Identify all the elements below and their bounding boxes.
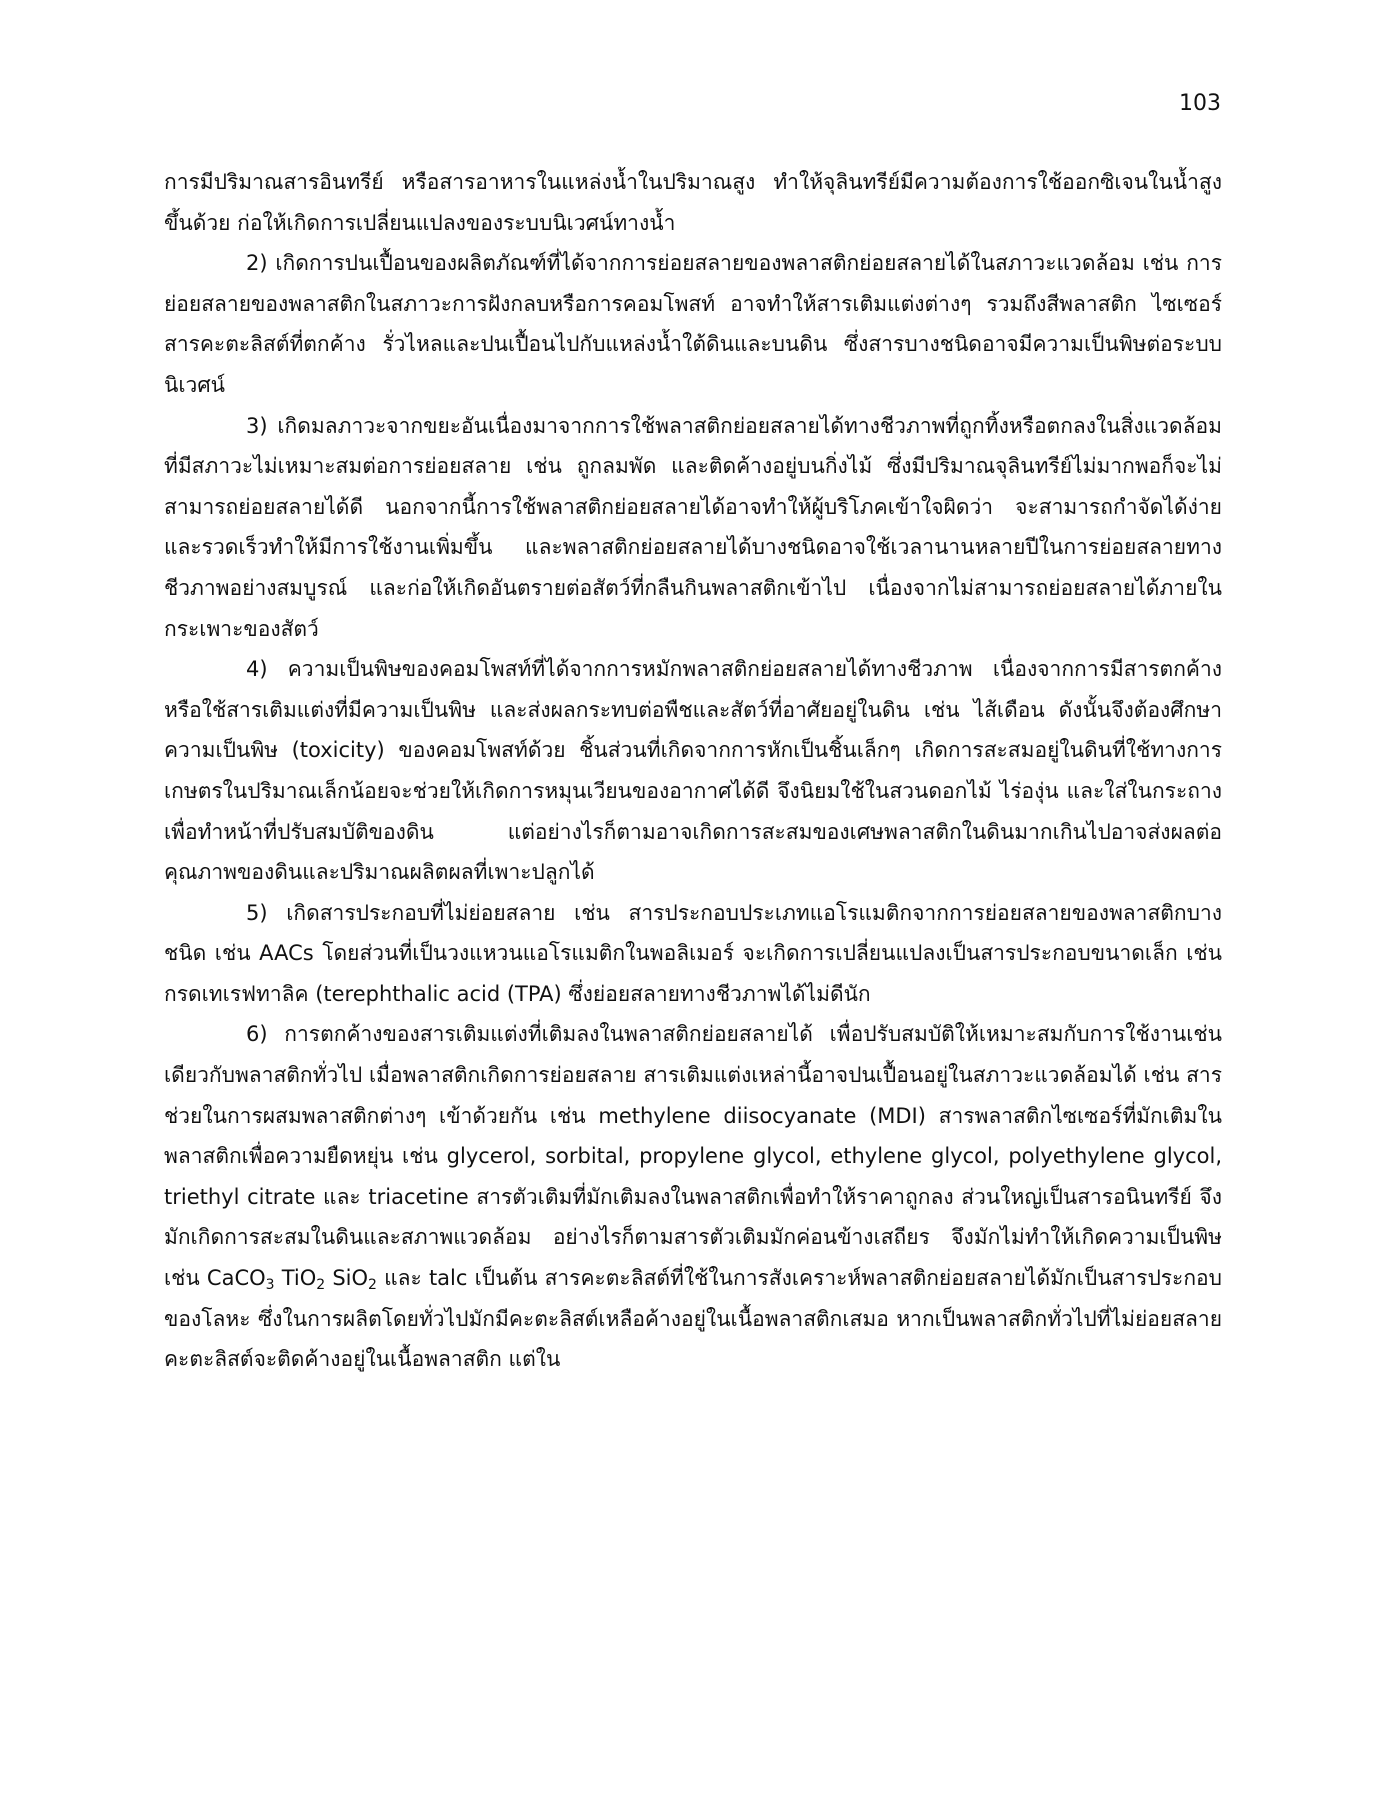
paragraph (164, 649, 1222, 893)
paragraph-text: 6) การตกค้างของสารเติมแต่งที่เติมลงในพลาสติกย่อยสลายได้ เพื่อปรับสมบัติให้เหมาะสมกับการใช้งานเช่นเดียวกับพลาสติกทั่วไป เมื่อพลาสติกเกิดการย่อยสลาย สารเติมแต่งเหล่านี้อาจปนเปื้อนอยู่ในสภาวะแวดล้อมได้ เช่น สารช่วยในการผสมพลาสติกต่างๆ เข้าด้วยกัน เช่น methylene diisocyanate (MDI) สารพลาสติกไซเซอร์ที่มักเติมในพลาสติกเพื่อความยืดหยุ่น เช่น glycerol, sorbital, propylene glycol, ethylene glycol, polyethylene glycol, triethyl citrate และ triacetine สารตัวเติมที่มักเติมลงในพลาสติกเพื่อทำให้ราคาถูกลง ส่วนใหญ่เป็นสารอนินทรีย์ จึงมักเกิดการสะสมในดินและสภาพแวดล้อม อย่างไรก็ตามสารตัวเติมมักค่อนข้างเสถียร จึงมักไม่ทำให้เกิดความเป็นพิษ เช่น CaCO (164, 1022, 1222, 1291)
paragraph (164, 406, 1222, 650)
paragraph-text: การมีปริมาณสารอินทรีย์ หรือสารอาหารในแหล่งน้ำในปริมาณสูง ทำให้จุลินทรีย์มีความต้องการใช้ออกซิเจนในน้ำสูงขึ้นด้วย ก่อให้เกิดการเปลี่ยนแปลงของระบบนิเวศน์ทางน้ำ (164, 170, 1222, 235)
subscript-text: 3 (265, 1277, 275, 1294)
paragraph-text: 2) เกิดการปนเปื้อนของผลิตภัณฑ์ที่ได้จากการย่อยสลายของพลาสติกย่อยสลายได้ในสภาวะแวดล้อม เช่น การย่อยสลายของพลาสติกในสภาวะการฝังกลบหรือการคอมโพสท์ อาจทำให้สารเติมแต่งต่างๆ รวมถึงสีพลาสติก ไซเซอร์ สารคะตะลิสต์ที่ตกค้าง รั่วไหลและปนเปื้อนไปกับแหล่งน้ำใต้ดินและบนดิน ซึ่งสารบางชนิดอาจมีความเป็นพิษต่อระบบนิเวศน์ (164, 251, 1222, 397)
paragraph-text: และ talc เป็นต้น สารคะตะลิสต์ที่ใช้ในการสังเคราะห์พลาสติกย่อยสลายได้มักเป็นสารประกอบของโลหะ ซึ่งในการผลิตโดยทั่วไปมักมีคะตะลิสต์เหลือค้างอยู่ในเนื้อพลาสติกเสมอ หากเป็นพลาสติกทั่วไปที่ไม่ย่อยสลาย คะตะลิสต์จะติดค้างอยู่ในเนื้อพลาสติก แต่ใน (164, 1266, 1222, 1372)
subscript-text: 2 (316, 1277, 326, 1294)
paragraph (164, 893, 1222, 1015)
paragraph-text: 5) เกิดสารประกอบที่ไม่ย่อยสลาย เช่น สารประกอบประเภทแอโรแมติกจากการย่อยสลายของพลาสติกบางชนิด เช่น AACs โดยส่วนที่เป็นวงแหวนแอโรแมติกในพอลิเมอร์ จะเกิดการเปลี่ยนแปลงเป็นสารประกอบขนาดเล็ก เช่น กรดเทเรฟทาลิค (terephthalic acid (TPA) ซึ่งย่อยสลายทางชีวภาพได้ไม่ดีนัก (164, 900, 1222, 1006)
paragraph-text: TiO (274, 1266, 317, 1291)
subscript-text: 2 (368, 1277, 377, 1294)
paragraph (164, 162, 1222, 243)
paragraph-text: 3) เกิดมลภาวะจากขยะอันเนื่องมาจากการใช้พลาสติกย่อยสลายได้ทางชีวภาพที่ถูกทิ้งหรือตกลงในสิ่งแวดล้อมที่มีสภาวะไม่เหมาะสมต่อการย่อยสลาย เช่น ถูกลมพัด และติดค้างอยู่บนกิ่งไม้ ซึ่งมีปริมาณจุลินทรีย์ไม่มากพอก็จะไม่สามารถย่อยสลายได้ดี นอกจากนี้การใช้พลาสติกย่อยสลายได้อาจทำให้ผู้บริโภคเข้าใจผิดว่า จะสามารถกำจัดได้ง่ายและรวดเร็วทำให้มีการใช้งานเพิ่มขึ้น และพลาสติกย่อยสลายได้บางชนิดอาจใช้เวลานานหลายปีในการย่อยสลายทางชีวภาพอย่างสมบูรณ์ และก่อให้เกิดอันตรายต่อสัตว์ที่กลืนกินพลาสติกเข้าไป เนื่องจากไม่สามารถย่อยสลายได้ภายในกระเพาะของสัตว์ (164, 413, 1222, 641)
paragraph-text: 4) ความเป็นพิษของคอมโพสท์ที่ได้จากการหมักพลาสติกย่อยสลายได้ทางชีวภาพ เนื่องจากการมีสารตกค้าง หรือใช้สารเติมแต่งที่มีความเป็นพิษ และส่งผลกระทบต่อพืชและสัตว์ที่อาศัยอยู่ในดิน เช่น ไส้เดือน ดังนั้นจึงต้องศึกษาความเป็นพิษ (toxicity) ของคอมโพสท์ด้วย ชิ้นส่วนที่เกิดจากการหักเป็นชิ้นเล็กๆ เกิดการสะสมอยู่ในดินที่ใช้ทางการเกษตรในปริมาณเล็กน้อยจะช่วยให้เกิดการหมุนเวียนของอากาศได้ดี จึงนิยมใช้ในสวนดอกไม้ ไร่องุ่น และใส่ในกระถางเพื่อทำหน้าที่ปรับสมบัติของดิน แต่อย่างไรก็ตามอาจเกิดการสะสมของเศษพลาสติกในดินมากเกินไปอาจส่งผลต่อคุณภาพของดินและปริมาณผลิตผลที่เพาะปลูกได้ (164, 657, 1222, 885)
paragraph-text: SiO (325, 1266, 369, 1291)
page-number: 103 (1179, 91, 1221, 116)
body-text (164, 162, 1222, 1380)
paragraph (164, 243, 1222, 405)
paragraph (164, 1014, 1222, 1379)
